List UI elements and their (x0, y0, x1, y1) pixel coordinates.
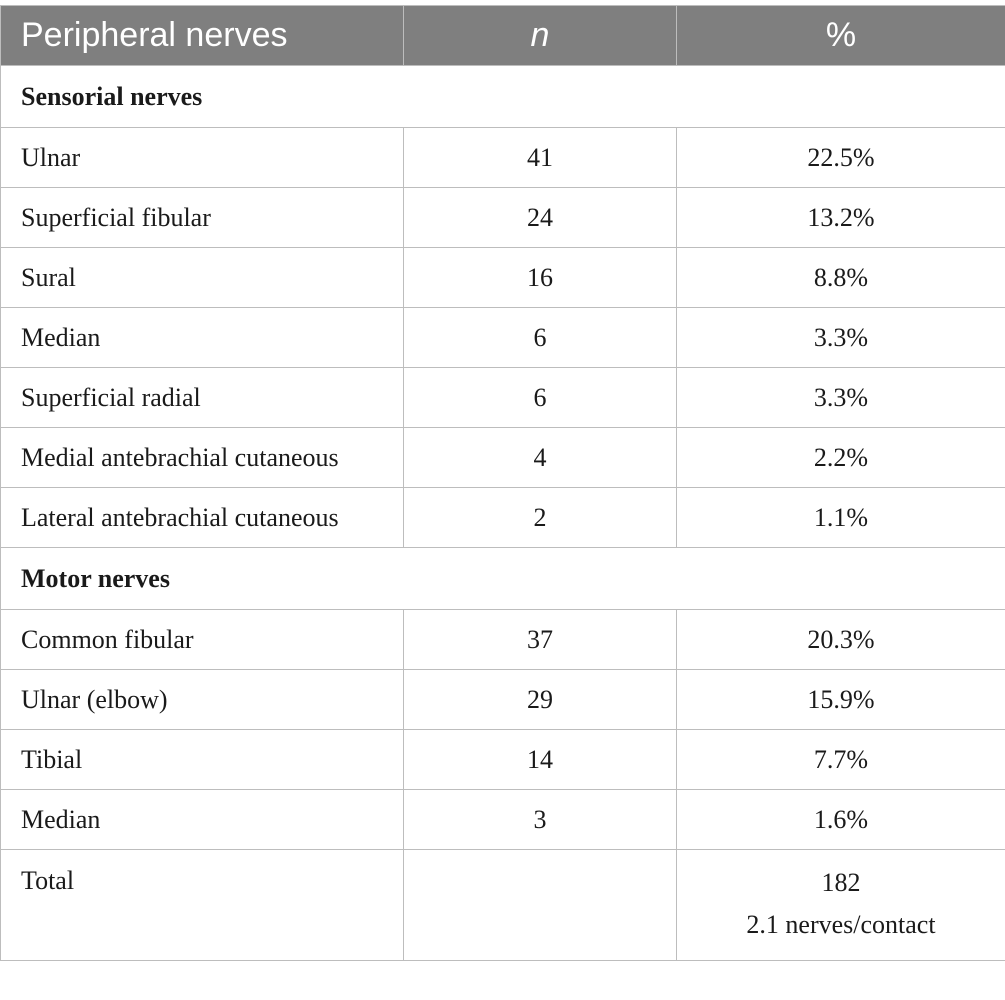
nerve-percent: 15.9% (677, 670, 1005, 730)
total-note: 2.1 nerves/contact (746, 910, 936, 939)
table-row (1, 308, 1005, 368)
table-row (1, 188, 1005, 248)
nerve-percent: 8.8% (677, 248, 1005, 308)
nerves-table (0, 5, 1005, 961)
nerve-name: Ulnar (1, 128, 404, 188)
nerve-name: Medial antebrachial cutaneous (1, 428, 404, 488)
total-value: 182 (821, 868, 861, 897)
nerve-percent: 13.2% (677, 188, 1005, 248)
nerve-name: Ulnar (elbow) (1, 670, 404, 730)
table-row (1, 128, 1005, 188)
nerve-percent: 3.3% (677, 368, 1005, 428)
nerve-name: Median (1, 790, 404, 850)
table-row (1, 488, 1005, 548)
nerve-count: 3 (404, 790, 677, 850)
nerve-name: Superficial radial (1, 368, 404, 428)
header-percent: % (677, 6, 1005, 66)
nerve-count: 41 (404, 128, 677, 188)
total-value-cell (677, 850, 1005, 961)
nerve-count: 24 (404, 188, 677, 248)
nerve-percent: 22.5% (677, 128, 1005, 188)
total-row (1, 850, 1005, 961)
nerve-count: 37 (404, 610, 677, 670)
nerve-count: 14 (404, 730, 677, 790)
section-title: Sensorial nerves (1, 66, 1005, 128)
nerve-name: Common fibular (1, 610, 404, 670)
table-row (1, 248, 1005, 308)
nerve-percent: 1.1% (677, 488, 1005, 548)
nerve-count: 29 (404, 670, 677, 730)
table-row (1, 790, 1005, 850)
nerve-name: Superficial fibular (1, 188, 404, 248)
nerve-name: Tibial (1, 730, 404, 790)
section-row-motor (1, 548, 1005, 610)
section-title: Motor nerves (1, 548, 1005, 610)
header-n: n (404, 6, 677, 66)
header-row (1, 6, 1005, 66)
total-label: Total (1, 850, 404, 961)
nerve-count: 6 (404, 368, 677, 428)
table-row (1, 610, 1005, 670)
nerve-count: 4 (404, 428, 677, 488)
section-row-sensorial (1, 66, 1005, 128)
nerve-name: Lateral antebrachial cutaneous (1, 488, 404, 548)
nerve-name: Median (1, 308, 404, 368)
table-row (1, 368, 1005, 428)
nerve-count: 2 (404, 488, 677, 548)
table-row (1, 428, 1005, 488)
nerve-count: 6 (404, 308, 677, 368)
table-row (1, 730, 1005, 790)
table-row (1, 670, 1005, 730)
nerve-percent: 20.3% (677, 610, 1005, 670)
nerve-percent: 2.2% (677, 428, 1005, 488)
nerve-percent: 7.7% (677, 730, 1005, 790)
nerve-name: Sural (1, 248, 404, 308)
nerve-percent: 1.6% (677, 790, 1005, 850)
nerve-percent: 3.3% (677, 308, 1005, 368)
total-count (404, 850, 677, 961)
nerve-count: 16 (404, 248, 677, 308)
header-peripheral-nerves: Peripheral nerves (1, 6, 404, 66)
